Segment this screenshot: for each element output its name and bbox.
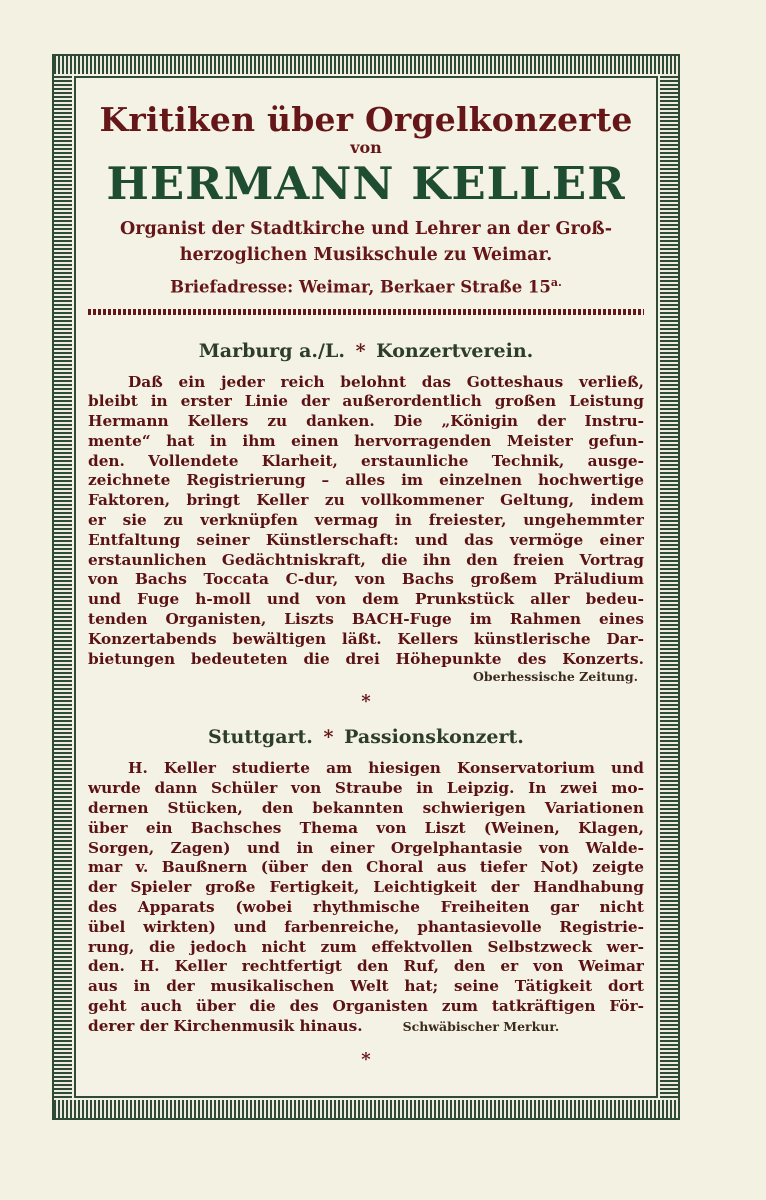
review-source: Oberhessische Zeitung. [473, 669, 638, 685]
text-line: mente“ hat in ihm einen hervorragenden Meister gefun- [88, 431, 644, 450]
section-asterisk: * [361, 1048, 371, 1070]
text-line: Faktoren, bringt Keller zu vollkommener Geltung, indem [88, 491, 644, 510]
text-line: wurde dann Schüler von Straube in Leipzig. In zwei mo- [88, 779, 644, 798]
text-line-with-source [88, 1017, 644, 1037]
section-asterisk: * [361, 691, 371, 713]
review-source: Schwäbischer Merkur. [402, 1018, 560, 1034]
star-separator: * [355, 339, 366, 362]
review-heading-stuttgart [88, 723, 644, 751]
review-place: Stuttgart. [208, 726, 313, 749]
text-line: aus in der musikalischen Welt hat; seine Tätigkeit dort [88, 977, 644, 996]
star-separator: * [323, 726, 334, 749]
text-line: er sie zu verknüpfen vermag in freiester, ungehemmter [88, 511, 644, 530]
text-line: der Spieler große Fertigkeit, Leichtigkeit der Handhabung [88, 878, 644, 897]
text-line: über ein Bachsches Thema von Liszt (Weinen, Klagen, [88, 818, 644, 837]
review-place: Marburg a./L. [198, 339, 345, 362]
postal-address-text: Briefadresse: Weimar, Berkaer Straße 15 [170, 277, 551, 297]
text-line: Hermann Kellers zu danken. Die „Königin der Instru- [88, 412, 644, 431]
review-event: Passionskonzert. [344, 726, 524, 749]
text-line: den. H. Keller rechtfertigt den Ruf, den er von Weimar [88, 957, 644, 976]
text-line: derer der Kirchenmusik hinaus. [88, 1016, 363, 1035]
artist-description-line1: Organist der Stadtkirche und Lehrer an der Groß- [120, 219, 612, 239]
text-line: erstaunlichen Gedächtniskraft, die ihn den freien Vortrag [88, 550, 644, 569]
text-line: und Fuge h-moll und von dem Prunkstück aller bedeu- [88, 590, 644, 609]
review-text-marburg [88, 373, 644, 670]
review-heading-marburg [88, 337, 644, 365]
page-title: Kritiken über Orgelkonzerte [99, 100, 633, 139]
text-line: den. Vollendete Klarheit, erstaunliche Technik, ausge- [88, 451, 644, 470]
text-line: H. Keller studierte am hiesigen Konservatorium und [128, 759, 644, 778]
artist-name: HERMANN KELLER [106, 157, 626, 210]
text-line: Daß ein jeder reich belohnt das Gotteshaus verließ, [128, 372, 644, 391]
text-line: des Apparats (wobei rhythmische Freiheiten gar nicht [88, 898, 644, 917]
review-event: Konzertverein. [376, 339, 534, 362]
text-line: übel wirkten) und farbenreiche, phantasievolle Registrie- [88, 917, 644, 936]
text-line: bietungen bedeuteten die drei Höhepunkte des Konzerts. [88, 649, 644, 668]
review-text-stuttgart [88, 759, 644, 1036]
text-line: dernen Stücken, den bekannten schwierigen Variationen [88, 799, 644, 818]
postal-address [88, 270, 644, 301]
title-von: von [350, 138, 382, 157]
text-line: mar v. Baußnern (über den Choral aus tiefer Not) zeigte [88, 858, 644, 877]
text-line: von Bachs Toccata C-dur, von Bachs großem Präludium [88, 570, 644, 589]
text-line: Konzertabends bewältigen läßt. Kellers künstlerische Dar- [88, 629, 644, 648]
text-line: rung, die jedoch nicht zum effektvollen Selbstzweck wer- [88, 937, 644, 956]
text-line: geht auch über die des Organisten zum tatkräftigen För- [88, 997, 644, 1016]
text-line: bleibt in erster Linie der außerordentlich großen Leistung [88, 392, 644, 411]
text-line: tenden Organisten, Liszts BACH-Fuge im Rahmen eines [88, 610, 644, 629]
postal-address-sup: a. [550, 276, 562, 289]
text-line: Entfaltung seiner Künstlerschaft: und das vermöge einer [88, 530, 644, 549]
artist-description [88, 216, 644, 268]
text-line: Sorgen, Zagen) und in einer Orgelphantasie von Walde- [88, 838, 644, 857]
text-line: zeichnete Registrierung – alles im einzelnen hochwertige [88, 471, 644, 490]
document-content [88, 84, 644, 1069]
dotted-divider [88, 309, 644, 315]
artist-description-line2: herzoglichen Musikschule zu Weimar. [179, 245, 553, 265]
